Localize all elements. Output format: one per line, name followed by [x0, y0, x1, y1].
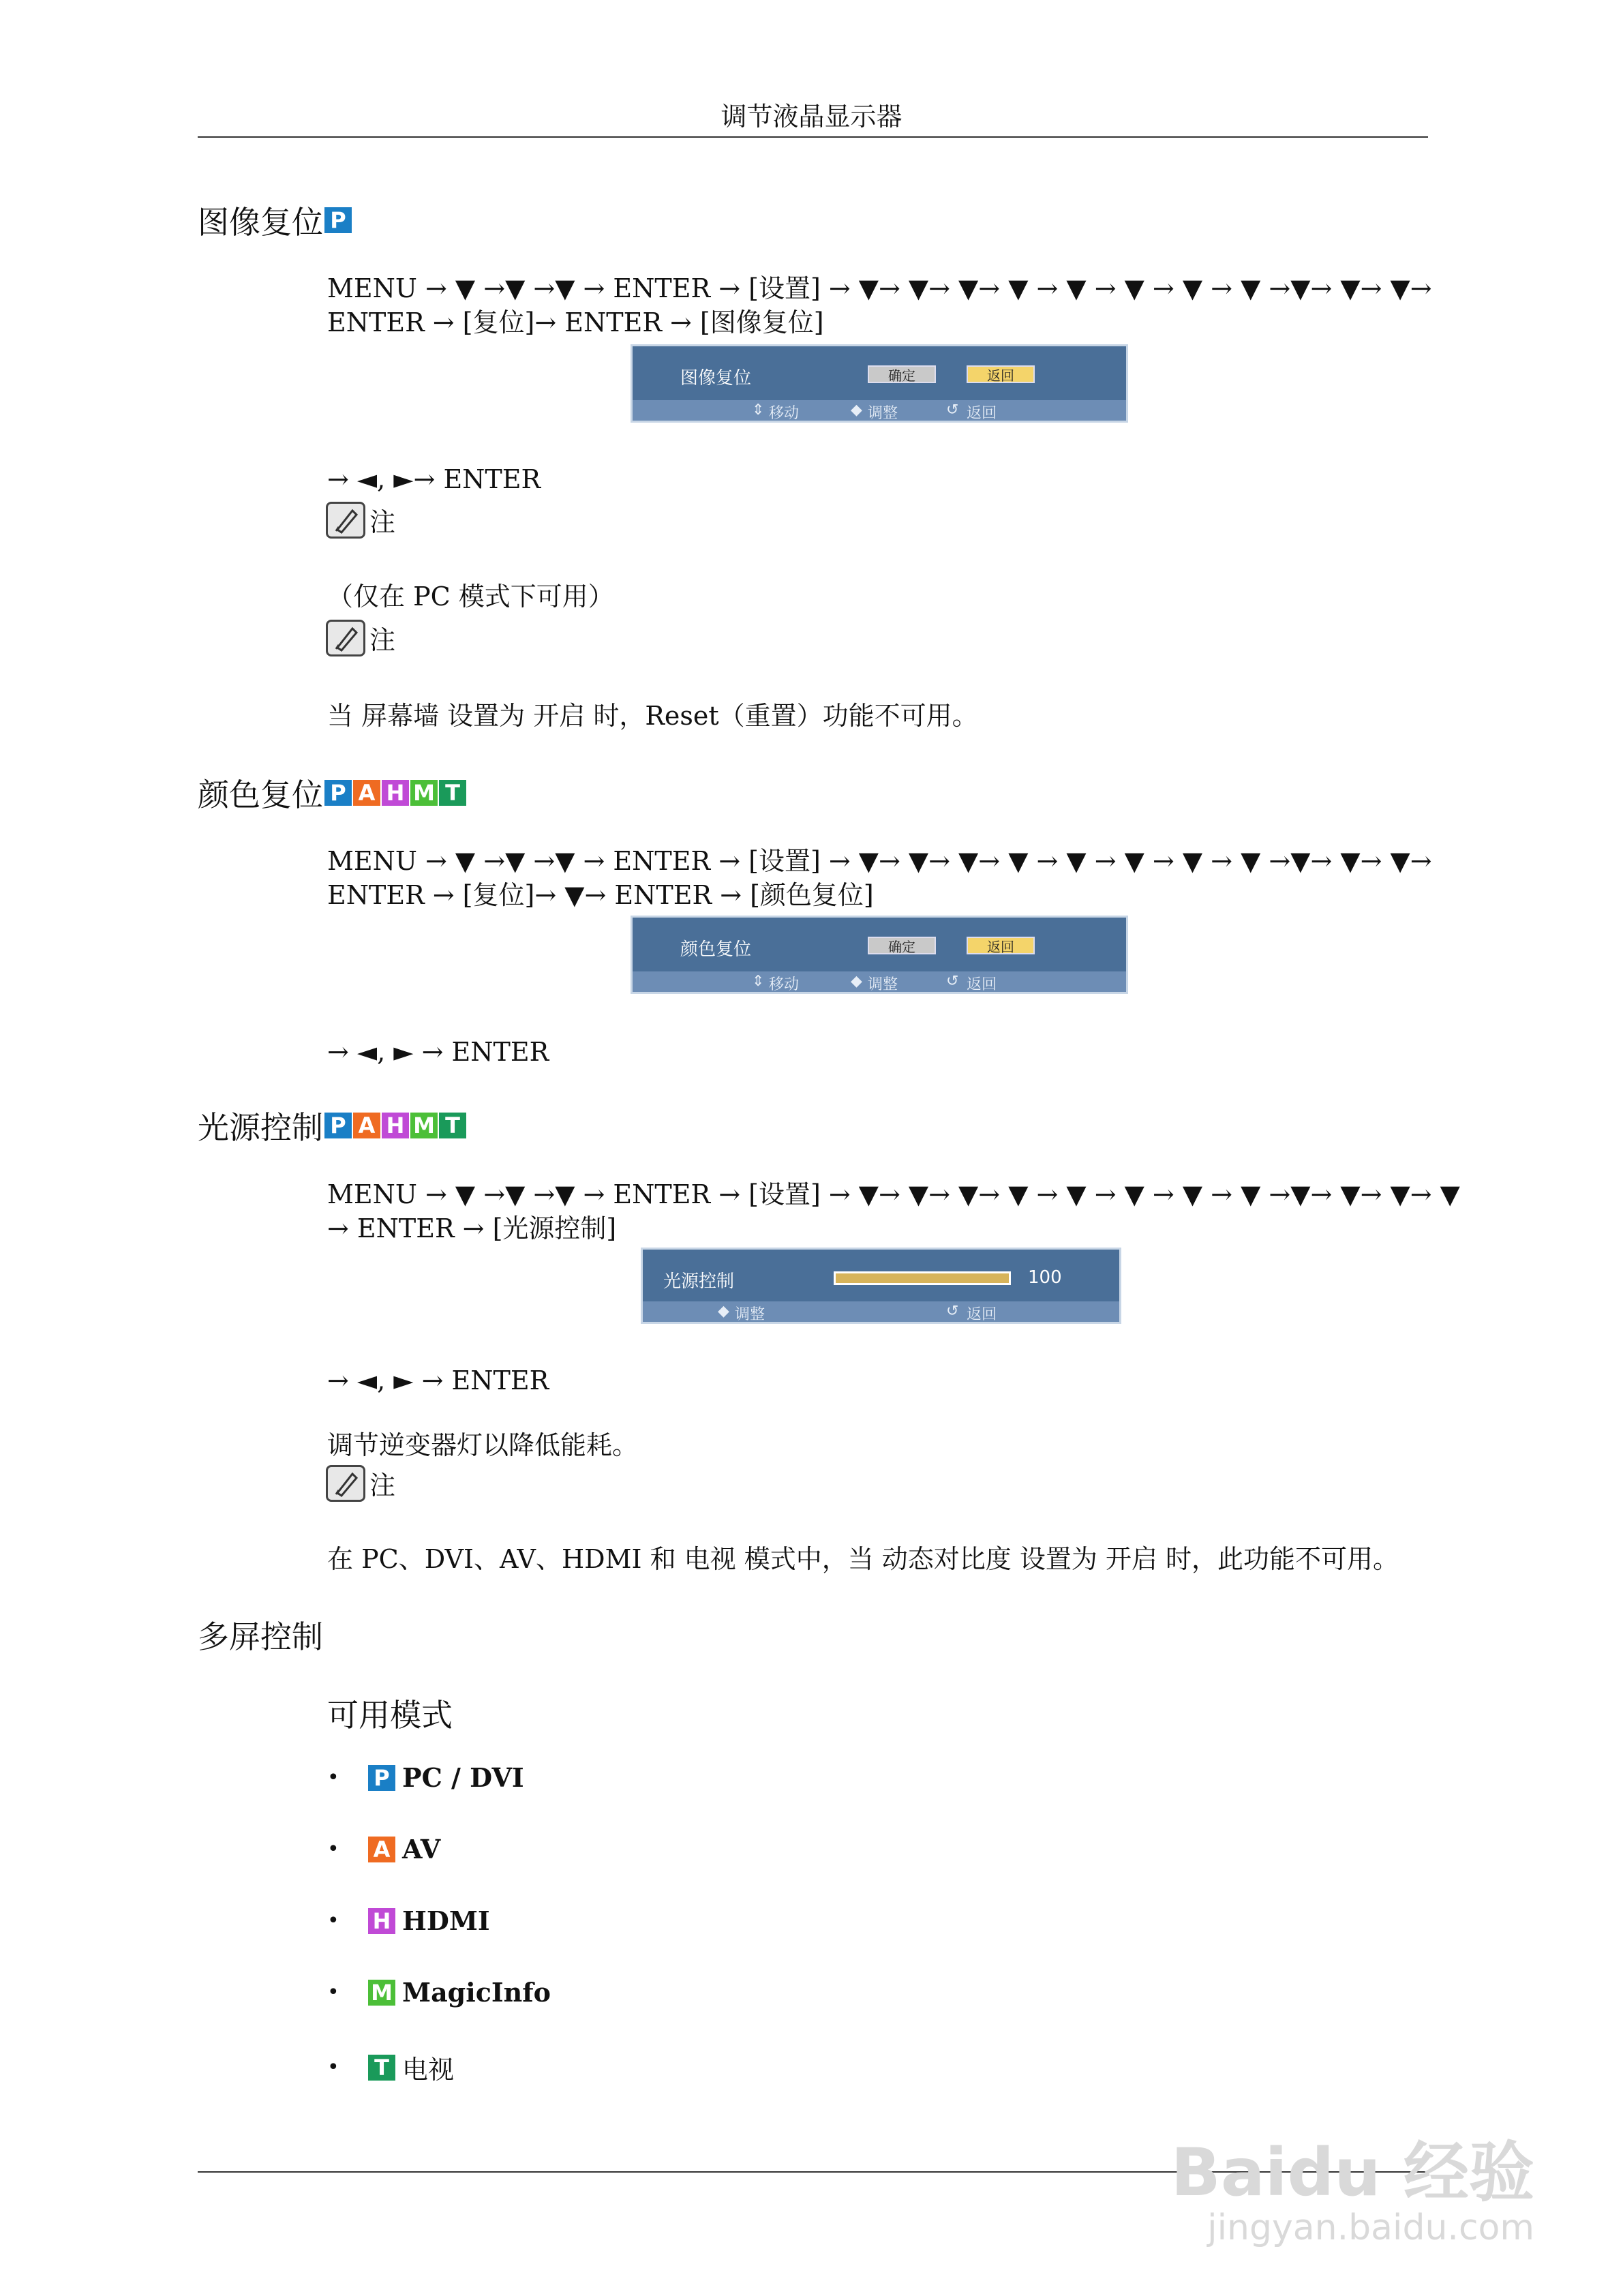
osd-footer	[633, 400, 1126, 421]
note-text: （仅在 PC 模式下可用）	[327, 581, 614, 611]
menu-path-line2: → ENTER → [光源控制]	[327, 1213, 617, 1243]
bullet-icon: •	[327, 1909, 339, 1933]
osd-light-control	[641, 1248, 1121, 1324]
note-icon	[326, 1465, 365, 1502]
note-text: 当 屏幕墙 设置为 开启 时，Reset（重置）功能不可用。	[327, 701, 978, 731]
tv-mode-icon: T	[439, 1113, 466, 1138]
osd-back-button[interactable]: 返回	[967, 365, 1035, 383]
av-mode-icon: A	[368, 1837, 395, 1862]
osd-footer	[633, 971, 1126, 992]
baidu-watermark-url: jingyan.baidu.com	[1207, 2207, 1534, 2248]
mode-badges	[324, 207, 353, 233]
mode-badges	[324, 1113, 468, 1138]
osd-color-reset	[631, 916, 1128, 994]
osd-foot-adjust: 调整	[868, 405, 898, 422]
section-title-color-reset	[198, 770, 468, 815]
mode-label: PC / DVI	[402, 1762, 524, 1793]
mode-label: 电视	[402, 2055, 455, 2085]
baidu-watermark-logo: Baidu 经验	[1170, 2134, 1534, 2211]
mode-label: HDMI	[402, 1905, 490, 1936]
section-title-image-reset	[198, 198, 353, 243]
osd-foot-move: 移动	[769, 405, 800, 422]
hdmi-mode-icon: H	[368, 1908, 395, 1934]
pc-mode-icon: P	[324, 780, 352, 806]
note-label: 注	[369, 1470, 396, 1500]
adjust-icon: ◆	[851, 402, 862, 419]
menu-path-line2: ENTER → [复位]→ ENTER → [图像复位]	[327, 307, 824, 337]
return-icon: ↺	[946, 973, 959, 990]
mode-badges	[324, 780, 468, 806]
pc-mode-icon: P	[324, 1113, 352, 1138]
adjust-icon: ◆	[851, 973, 862, 990]
osd-foot-adjust: 调整	[735, 1306, 765, 1323]
osd-foot-move: 移动	[769, 976, 800, 993]
section-title-text: 光源控制	[198, 1109, 323, 1146]
menu-path-line1: MENU → ▼ →▼ →▼ → ENTER → [设置] → ▼→ ▼→ ▼→ ▼ → ▼ → ▼ → ▼ → ▼ →▼→ ▼→ ▼→	[327, 273, 1432, 303]
move-icon: ⇕	[752, 402, 765, 419]
av-mode-icon: A	[353, 1113, 380, 1138]
note-row	[326, 1464, 395, 1502]
mode-list-item	[327, 2049, 454, 2086]
action-line: → ◄, ► → ENTER	[327, 1037, 549, 1067]
magicinfo-mode-icon: M	[410, 780, 438, 806]
note-label: 注	[369, 625, 396, 655]
return-icon: ↺	[946, 1303, 959, 1320]
bullet-icon: •	[327, 1837, 339, 1861]
osd-foot-return: 返回	[967, 976, 997, 993]
return-icon: ↺	[946, 402, 959, 419]
section-title-multi-screen	[198, 1612, 323, 1657]
pc-mode-icon: P	[368, 1765, 395, 1791]
mode-list-item	[327, 1834, 440, 1864]
bullet-icon: •	[327, 1980, 339, 2004]
mode-list-item	[327, 1762, 524, 1793]
light-level-value: 100	[1028, 1267, 1062, 1288]
tv-mode-icon: T	[368, 2055, 395, 2081]
osd-ok-button[interactable]: 确定	[868, 937, 936, 954]
mode-label: MagicInfo	[402, 1977, 551, 2008]
adjust-icon: ◆	[718, 1303, 729, 1320]
note-row	[326, 501, 395, 539]
section-title-text: 图像复位	[198, 204, 323, 241]
hdmi-mode-icon: H	[382, 1113, 409, 1138]
note-icon	[326, 620, 365, 656]
osd-label: 颜色复位	[680, 939, 752, 960]
osd-footer	[643, 1301, 1119, 1322]
mode-list-item	[327, 1977, 551, 2008]
osd-foot-return: 返回	[967, 1306, 997, 1323]
osd-ok-button[interactable]: 确定	[868, 365, 936, 383]
hdmi-mode-icon: H	[382, 780, 409, 806]
pc-mode-icon: P	[324, 207, 352, 233]
mode-label: AV	[402, 1834, 441, 1864]
magicinfo-mode-icon: M	[368, 1980, 395, 2006]
tv-mode-icon: T	[439, 780, 466, 806]
action-line: → ◄, ► → ENTER	[327, 1365, 549, 1395]
move-icon: ⇕	[752, 973, 765, 990]
osd-back-button[interactable]: 返回	[967, 937, 1035, 954]
action-line: → ◄, ►→ ENTER	[327, 464, 541, 494]
bullet-icon: •	[327, 2055, 339, 2079]
magicinfo-mode-icon: M	[410, 1113, 438, 1138]
menu-path-line1: MENU → ▼ →▼ →▼ → ENTER → [设置] → ▼→ ▼→ ▼→ ▼ → ▼ → ▼ → ▼ → ▼ →▼→ ▼→ ▼→ ▼	[327, 1179, 1460, 1209]
osd-label: 图像复位	[680, 368, 752, 389]
menu-path-line1: MENU → ▼ →▼ →▼ → ENTER → [设置] → ▼→ ▼→ ▼→ ▼ → ▼ → ▼ → ▼ → ▼ →▼→ ▼→ ▼→	[327, 846, 1432, 876]
section-title-text: 颜色复位	[198, 776, 323, 813]
section-title-light-control	[198, 1103, 468, 1148]
av-mode-icon: A	[353, 780, 380, 806]
note-text: 在 PC、DVI、AV、HDMI 和 电视 模式中，当 动态对比度 设置为 开启 时，此功能不可用。	[327, 1544, 1399, 1574]
note-icon	[326, 502, 365, 539]
page-header-title: 调节液晶显示器	[721, 102, 902, 132]
mode-list-item	[327, 1905, 490, 1936]
menu-path-line2: ENTER → [复位]→ ▼→ ENTER → [颜色复位]	[327, 880, 874, 910]
osd-label: 光源控制	[663, 1271, 735, 1292]
description-text: 调节逆变器灯以降低能耗。	[327, 1430, 639, 1460]
note-row	[326, 619, 395, 656]
osd-foot-return: 返回	[967, 405, 997, 422]
subsection-title: 可用模式	[327, 1697, 453, 1734]
header-rule	[198, 136, 1428, 138]
osd-image-reset	[631, 344, 1128, 423]
light-level-bar[interactable]	[834, 1271, 1011, 1285]
section-title-text: 多屏控制	[198, 1618, 323, 1655]
note-label: 注	[369, 507, 396, 537]
osd-foot-adjust: 调整	[868, 976, 898, 993]
bullet-icon: •	[327, 1766, 339, 1789]
